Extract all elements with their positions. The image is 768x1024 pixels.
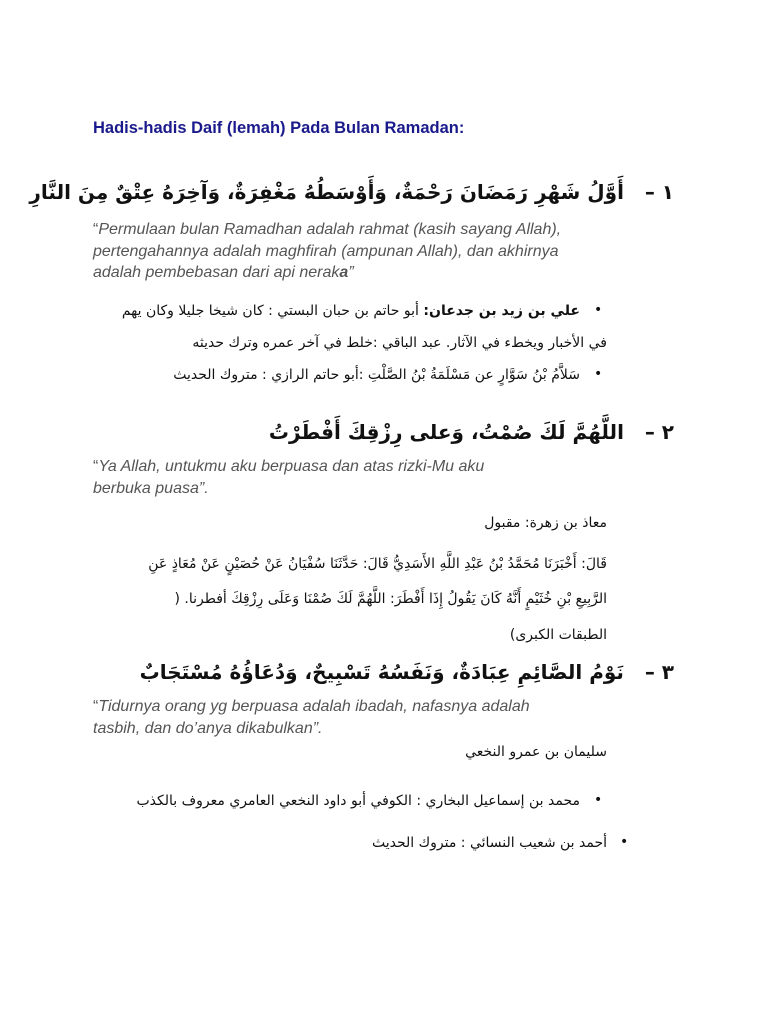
hadith-3-arabic: نَوْمُ الصَّائِمِ عِبَادَةٌ، وَنَفَسُهُ تَسْبِيحٌ، وَدُعَاؤُهُ مُسْتَجَابٌ <box>139 660 624 684</box>
hadith-2-dash: – <box>644 420 655 444</box>
open-quote: “ <box>93 458 99 475</box>
hadith-2-trans-line1: Ya Allah, untukmu aku berpuasa dan atas rizki-Mu aku <box>98 458 485 475</box>
hadith-3-number: ٣ <box>661 660 674 684</box>
hadith-1-trans-line3: adalah pembebasan dari api nerak <box>93 264 340 281</box>
hadith-2-number: ٢ <box>661 420 674 444</box>
hadith-3-dash: – <box>644 660 655 684</box>
bullet-2: • <box>594 366 603 382</box>
hadith-2-trans-line2: berbuka puasa <box>93 479 199 497</box>
hadith-2-isnad-line2: الرَّبِيعِ بْنِ خُثَيْمٍ أَنَّهُ كَانَ يَقُولُ إِذَا أَفْطَرَ: اللَّهُمَّ لَكَ صُمْنَا وَعَلَى رِزْقِكَ أفطرنا. ( <box>174 591 607 607</box>
hadith-3-bullet-2: أحمد بن شعيب النسائي : متروك الحديث <box>371 835 607 851</box>
hadith-3-trans-line2: tasbih, dan do’anya dikabulkan <box>93 719 313 737</box>
bullet-4: • <box>620 834 629 850</box>
bullet-1: • <box>594 302 603 318</box>
hadith-1-trans-bold-a: a <box>339 264 349 281</box>
hadith-1-dash: – <box>644 180 655 204</box>
hadith-1-heading <box>29 180 674 204</box>
hadith-2-isnad-line3: الطبقات الكبرى) <box>509 627 607 643</box>
hadith-1-bullet-2: سَلاَّمُ بْنُ سَوَّارٍ عن مَسْلَمَةُ بْنُ الصَّلْتِ :أبو حاتم الرازي : متروك الحديث <box>173 367 580 383</box>
hadith-1-bullet-1-line2: في الأخبار ويخطء في الآثار. عبد الباقي :خلط في آخر عمره وترك حديثه <box>192 335 607 351</box>
hadith-3-heading <box>140 660 674 684</box>
narrator-label: علي بن زيد بن جدعان: <box>423 303 580 319</box>
close-quote: ” <box>348 264 354 281</box>
close-quote: ”. <box>312 719 323 737</box>
close-quote: ”. <box>198 479 209 497</box>
open-quote: “ <box>93 698 99 715</box>
hadith-2-narrator: معاذ بن زهرة: مقبول <box>484 515 607 531</box>
hadith-3-translation <box>93 696 653 739</box>
hadith-2-isnad-line1: قَالَ: أَخْبَرَنَا مُحَمَّدُ بْنُ عَبْدِ اللَّهِ الأَسَدِيُّ قَالَ: حَدَّثَنَا سُفْيَانُ عَنْ حُصَيْنٍ عَنْ مُعَاذٍ عَنِ <box>148 556 607 572</box>
bullet-3: • <box>594 792 603 808</box>
hadith-3-trans-line1: Tidurnya orang yg berpuasa adalah ibadah, nafasnya adalah <box>98 698 530 715</box>
hadith-2-arabic: اللَّهُمَّ لَكَ صُمْتُ، وَعلى رِزْقِكَ أَفْطَرْتُ <box>268 420 624 444</box>
hadith-1-trans-line2: pertengahannya adalah maghfirah (ampunan Allah), dan akhirnya <box>93 242 559 260</box>
hadith-1-number: ١ <box>661 180 674 204</box>
page-title: Hadis-hadis Daif (lemah) Pada Bulan Ramadan: <box>93 119 465 137</box>
hadith-1-trans-line1: Permulaan bulan Ramadhan adalah rahmat (kasih sayang Allah), <box>98 221 562 238</box>
hadith-1-arabic: أَوَّلُ شَهْرِ رَمَضَانَ رَحْمَةٌ، وَأَوْسَطُهُ مَغْفِرَةٌ، وَآخِرَهُ عِتْقٌ مِنَ النَّارِ <box>29 180 624 204</box>
hadith-2-heading <box>269 420 674 444</box>
hadith-3-narrator: سليمان بن عمرو النخعي <box>465 744 607 760</box>
hadith-2-translation <box>93 456 653 499</box>
open-quote: “ <box>93 221 99 238</box>
hadith-1-bullet-1 <box>122 303 580 319</box>
hadith-1-translation <box>93 219 653 284</box>
hadith-3-bullet-1: محمد بن إسماعيل البخاري : الكوفي أبو داود النخعي العامري معروف بالكذب <box>136 793 580 809</box>
narrator-comment: أبو حاتم بن حبان البستي : كان شيخا جليلا وكان يهم <box>121 303 424 319</box>
